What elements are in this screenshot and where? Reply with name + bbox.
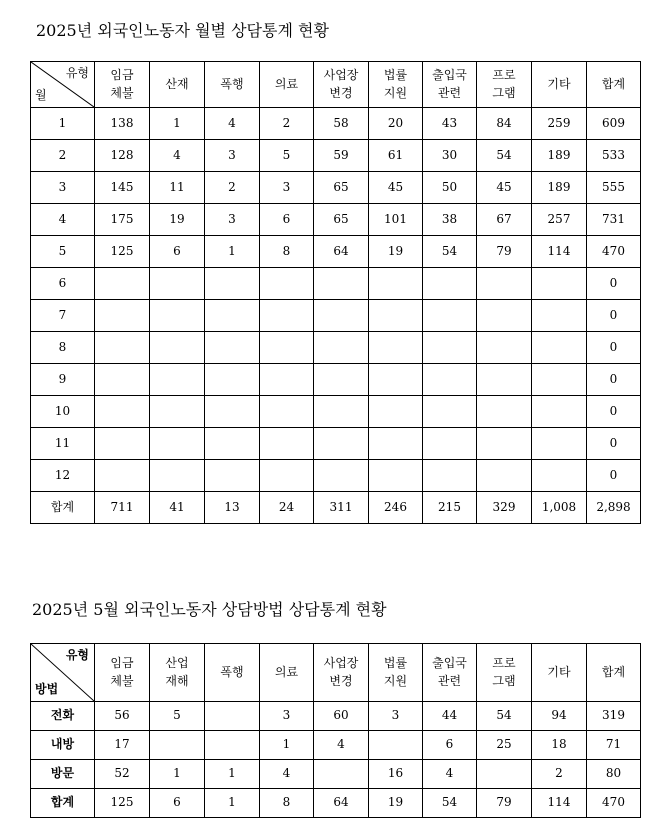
row-label: 2	[31, 140, 95, 172]
table-cell	[95, 460, 150, 492]
table-cell	[260, 364, 314, 396]
table-cell	[260, 332, 314, 364]
table-cell: 125	[95, 236, 150, 268]
table-cell	[314, 268, 369, 300]
table-cell: 311	[314, 492, 369, 524]
table1-title: 2025년 외국인노동자 월별 상담통계 현황	[36, 21, 329, 40]
corner-top-label: 유형	[65, 66, 89, 80]
table-row	[31, 108, 641, 140]
table-cell	[205, 364, 260, 396]
table-cell	[423, 332, 477, 364]
header-cell: 폭행	[205, 644, 260, 702]
table-row	[31, 172, 641, 204]
header-cell: 프로 그램	[477, 644, 532, 702]
table-row	[31, 236, 641, 268]
table-cell: 257	[532, 204, 587, 236]
table-row	[31, 760, 641, 789]
table-cell	[532, 268, 587, 300]
table-cell	[477, 760, 532, 789]
table-row	[31, 332, 641, 364]
table-cell	[150, 396, 205, 428]
table-cell	[205, 332, 260, 364]
table-cell	[532, 428, 587, 460]
table-row	[31, 396, 641, 428]
table-cell	[423, 428, 477, 460]
row-label: 5	[31, 236, 95, 268]
table-cell: 44	[423, 702, 477, 731]
row-label: 9	[31, 364, 95, 396]
header-cell: 출입국 관련	[423, 62, 477, 108]
table-cell	[205, 460, 260, 492]
table-cell	[150, 428, 205, 460]
table-cell: 555	[587, 172, 641, 204]
table-cell: 58	[314, 108, 369, 140]
table-cell	[205, 702, 260, 731]
table-cell: 41	[150, 492, 205, 524]
table-cell: 138	[95, 108, 150, 140]
table-cell: 1	[205, 760, 260, 789]
table-cell: 45	[369, 172, 423, 204]
table-cell: 11	[150, 172, 205, 204]
table-cell: 71	[587, 731, 641, 760]
table-cell: 20	[369, 108, 423, 140]
corner-bottom-label: 방법	[35, 681, 59, 696]
table-cell	[423, 364, 477, 396]
table-row	[31, 140, 641, 172]
table-cell: 0	[587, 460, 641, 492]
table-cell: 59	[314, 140, 369, 172]
table-cell: 38	[423, 204, 477, 236]
table-cell: 125	[95, 789, 150, 818]
table-cell: 2	[532, 760, 587, 789]
table-cell: 65	[314, 172, 369, 204]
table-cell	[314, 760, 369, 789]
table-cell	[260, 428, 314, 460]
table-cell	[314, 460, 369, 492]
table-cell: 2,898	[587, 492, 641, 524]
table-cell: 79	[477, 236, 532, 268]
table-cell: 54	[423, 789, 477, 818]
table-cell: 6	[423, 731, 477, 760]
table-cell	[423, 460, 477, 492]
header-cell: 기타	[532, 644, 587, 702]
table-cell: 16	[369, 760, 423, 789]
corner-top-label: 유형	[65, 648, 89, 662]
table-cell: 84	[477, 108, 532, 140]
table-cell: 18	[532, 731, 587, 760]
table-cell	[369, 300, 423, 332]
table-cell: 24	[260, 492, 314, 524]
header-cell: 산업 재해	[150, 644, 205, 702]
header-cell: 기타	[532, 62, 587, 108]
header-cell: 합계	[587, 644, 641, 702]
table-cell: 52	[95, 760, 150, 789]
table-cell	[477, 268, 532, 300]
table-cell: 8	[260, 789, 314, 818]
row-label: 12	[31, 460, 95, 492]
table-cell	[532, 364, 587, 396]
table-cell: 45	[477, 172, 532, 204]
table-row	[31, 731, 641, 760]
table-cell: 215	[423, 492, 477, 524]
table-cell: 114	[532, 789, 587, 818]
table-cell: 17	[95, 731, 150, 760]
table-cell	[423, 268, 477, 300]
table-cell	[314, 300, 369, 332]
table-cell	[260, 396, 314, 428]
header-cell: 합계	[587, 62, 641, 108]
monthly-stats-table	[30, 61, 641, 524]
row-label: 11	[31, 428, 95, 460]
row-label: 1	[31, 108, 95, 140]
table-cell: 6	[150, 789, 205, 818]
table-cell	[95, 428, 150, 460]
table1-corner-cell	[31, 62, 95, 108]
table-cell	[369, 332, 423, 364]
table-cell	[260, 300, 314, 332]
table-cell	[150, 332, 205, 364]
table-cell: 50	[423, 172, 477, 204]
row-label: 10	[31, 396, 95, 428]
table-cell: 101	[369, 204, 423, 236]
table-cell: 4	[423, 760, 477, 789]
row-label: 4	[31, 204, 95, 236]
header-cell: 법률 지원	[369, 62, 423, 108]
table-cell: 2	[205, 172, 260, 204]
table-cell: 60	[314, 702, 369, 731]
table-cell	[314, 364, 369, 396]
table-cell	[260, 268, 314, 300]
table-cell: 6	[260, 204, 314, 236]
table-cell	[532, 300, 587, 332]
table-cell	[150, 731, 205, 760]
table-row	[31, 364, 641, 396]
table-row	[31, 702, 641, 731]
table-cell: 609	[587, 108, 641, 140]
corner-bottom-label: 월	[35, 87, 47, 102]
table-cell	[477, 332, 532, 364]
table-cell: 1	[205, 789, 260, 818]
header-cell: 폭행	[205, 62, 260, 108]
table-cell: 4	[150, 140, 205, 172]
table-cell	[95, 396, 150, 428]
table-cell	[369, 460, 423, 492]
table-cell: 19	[369, 789, 423, 818]
table-cell: 246	[369, 492, 423, 524]
table-cell	[150, 300, 205, 332]
table-cell: 65	[314, 204, 369, 236]
table-cell: 189	[532, 140, 587, 172]
header-cell: 임금 체불	[95, 62, 150, 108]
table-cell	[477, 460, 532, 492]
table-cell: 3	[260, 702, 314, 731]
row-label: 내방	[31, 731, 95, 760]
table-cell: 79	[477, 789, 532, 818]
table2-title: 2025년 5월 외국인노동자 상담방법 상담통계 현황	[32, 600, 387, 619]
table-cell: 5	[150, 702, 205, 731]
table-cell	[205, 731, 260, 760]
table-cell	[477, 364, 532, 396]
table-cell: 0	[587, 268, 641, 300]
table-row	[31, 268, 641, 300]
header-cell: 사업장 변경	[314, 62, 369, 108]
table-cell: 3	[205, 140, 260, 172]
table-cell	[150, 268, 205, 300]
table-cell: 0	[587, 332, 641, 364]
table-cell: 13	[205, 492, 260, 524]
table-cell	[205, 428, 260, 460]
table-cell: 145	[95, 172, 150, 204]
table-cell	[369, 364, 423, 396]
row-label: 방문	[31, 760, 95, 789]
row-label: 합계	[31, 492, 95, 524]
table-row	[31, 204, 641, 236]
table-cell	[314, 332, 369, 364]
row-label: 7	[31, 300, 95, 332]
table-cell: 3	[205, 204, 260, 236]
table-cell	[205, 396, 260, 428]
table-row	[31, 492, 641, 524]
table-cell: 470	[587, 236, 641, 268]
table-cell: 4	[205, 108, 260, 140]
table-cell: 259	[532, 108, 587, 140]
table-cell: 0	[587, 300, 641, 332]
table-cell: 0	[587, 428, 641, 460]
table-cell	[369, 428, 423, 460]
table-cell: 1	[150, 108, 205, 140]
row-label: 전화	[31, 702, 95, 731]
header-cell: 출입국 관련	[423, 644, 477, 702]
table-cell: 4	[314, 731, 369, 760]
table-cell	[205, 268, 260, 300]
table-cell: 54	[477, 702, 532, 731]
table-cell: 56	[95, 702, 150, 731]
table-cell	[423, 300, 477, 332]
table-cell	[369, 731, 423, 760]
table-cell	[532, 460, 587, 492]
table-cell: 1	[205, 236, 260, 268]
table-cell	[95, 268, 150, 300]
row-label: 6	[31, 268, 95, 300]
table-cell	[532, 332, 587, 364]
table-cell: 189	[532, 172, 587, 204]
table-cell	[95, 300, 150, 332]
table2-corner-cell	[31, 644, 95, 702]
table-cell: 711	[95, 492, 150, 524]
table-cell: 25	[477, 731, 532, 760]
table-cell	[477, 428, 532, 460]
header-cell: 프로 그램	[477, 62, 532, 108]
table-cell: 470	[587, 789, 641, 818]
table-cell: 61	[369, 140, 423, 172]
table-cell: 1	[150, 760, 205, 789]
header-cell: 의료	[260, 62, 314, 108]
table-cell: 319	[587, 702, 641, 731]
table-cell	[95, 364, 150, 396]
table-row	[31, 428, 641, 460]
table-row	[31, 300, 641, 332]
table-cell: 5	[260, 140, 314, 172]
table-cell: 67	[477, 204, 532, 236]
table-cell: 1	[260, 731, 314, 760]
table-cell: 114	[532, 236, 587, 268]
table-cell: 64	[314, 236, 369, 268]
table-cell: 329	[477, 492, 532, 524]
table-cell	[532, 396, 587, 428]
table-cell	[260, 460, 314, 492]
header-cell: 법률 지원	[369, 644, 423, 702]
table-cell: 30	[423, 140, 477, 172]
table-cell: 54	[423, 236, 477, 268]
table-cell: 94	[532, 702, 587, 731]
table-cell: 64	[314, 789, 369, 818]
table-cell: 4	[260, 760, 314, 789]
table-cell	[205, 300, 260, 332]
table-cell: 0	[587, 364, 641, 396]
method-stats-table	[30, 643, 641, 818]
table1-header-row	[31, 62, 641, 108]
table-row	[31, 460, 641, 492]
table-cell	[477, 300, 532, 332]
table-cell: 3	[369, 702, 423, 731]
table-cell	[477, 396, 532, 428]
table-cell	[150, 460, 205, 492]
table-cell: 19	[150, 204, 205, 236]
table-cell	[95, 332, 150, 364]
table-cell: 8	[260, 236, 314, 268]
table-cell	[369, 268, 423, 300]
header-cell: 사업장 변경	[314, 644, 369, 702]
header-cell: 의료	[260, 644, 314, 702]
table-cell: 1,008	[532, 492, 587, 524]
table-cell: 43	[423, 108, 477, 140]
row-label: 합계	[31, 789, 95, 818]
table-cell: 0	[587, 396, 641, 428]
row-label: 3	[31, 172, 95, 204]
table-cell	[314, 396, 369, 428]
table-cell: 128	[95, 140, 150, 172]
table-cell: 6	[150, 236, 205, 268]
table-cell: 533	[587, 140, 641, 172]
table-cell: 175	[95, 204, 150, 236]
table-cell: 19	[369, 236, 423, 268]
table-cell	[150, 364, 205, 396]
table2-header-row	[31, 644, 641, 702]
row-label: 8	[31, 332, 95, 364]
header-cell: 임금 체불	[95, 644, 150, 702]
table-cell	[423, 396, 477, 428]
table-row	[31, 789, 641, 818]
table-cell	[369, 396, 423, 428]
table-cell: 2	[260, 108, 314, 140]
table-cell: 731	[587, 204, 641, 236]
table-cell	[314, 428, 369, 460]
table-cell: 80	[587, 760, 641, 789]
table-cell: 3	[260, 172, 314, 204]
table-cell: 54	[477, 140, 532, 172]
header-cell: 산재	[150, 62, 205, 108]
